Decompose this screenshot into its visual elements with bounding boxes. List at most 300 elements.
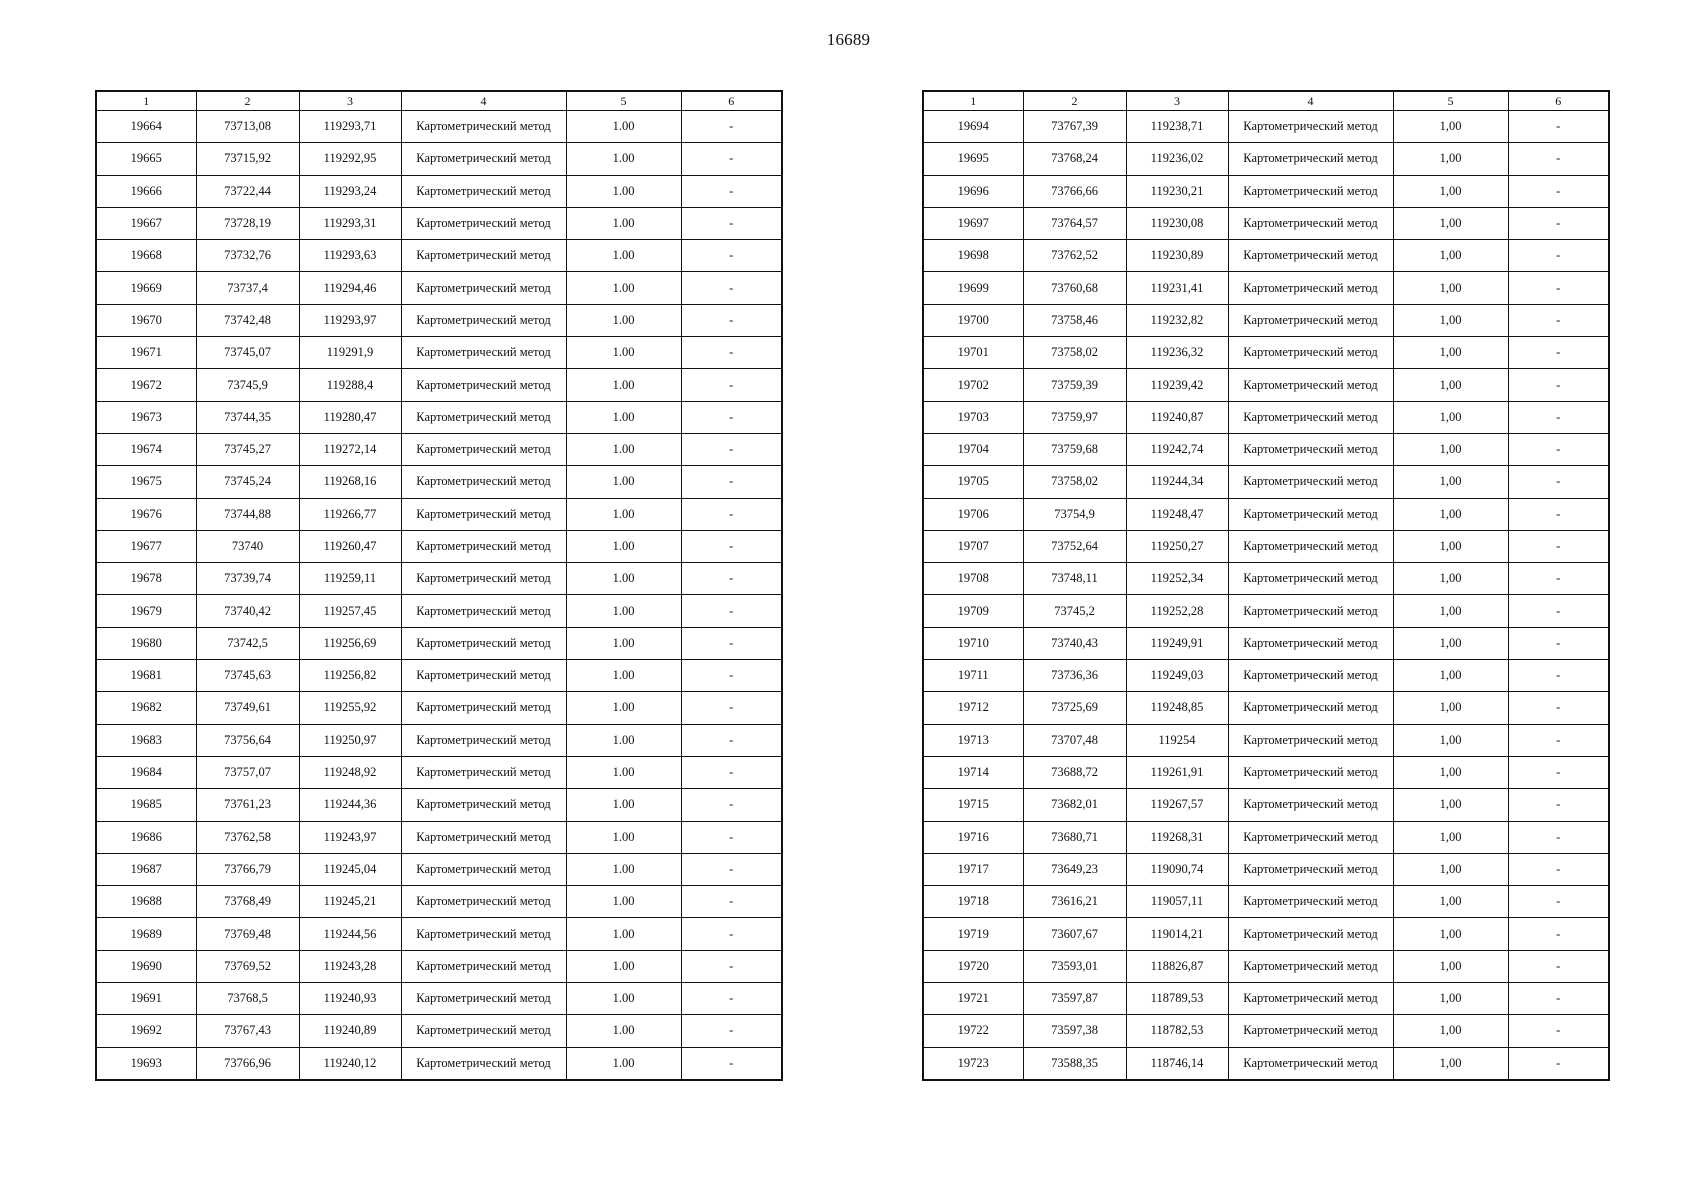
y-coordinate-cell: 119232,82	[1126, 304, 1228, 336]
x-coordinate-cell: 73737,4	[196, 272, 299, 304]
method-cell: Картометрический метод	[1228, 272, 1393, 304]
method-cell: Картометрический метод	[1228, 240, 1393, 272]
x-coordinate-cell: 73760,68	[1023, 272, 1126, 304]
x-coordinate-cell: 73745,07	[196, 337, 299, 369]
method-cell: Картометрический метод	[1228, 821, 1393, 853]
point-number-cell: 19705	[923, 466, 1023, 498]
x-coordinate-cell: 73758,46	[1023, 304, 1126, 336]
accuracy-cell: 1,00	[1393, 175, 1508, 207]
table-row	[96, 207, 782, 239]
point-number-cell: 19688	[96, 886, 196, 918]
y-coordinate-cell: 119268,16	[299, 466, 401, 498]
point-number-cell: 19680	[96, 627, 196, 659]
accuracy-cell: 1.00	[566, 789, 681, 821]
description-cell: -	[1508, 853, 1609, 885]
point-number-cell: 19720	[923, 950, 1023, 982]
method-cell: Картометрический метод	[1228, 886, 1393, 918]
accuracy-cell: 1,00	[1393, 1047, 1508, 1080]
table-header-row	[96, 91, 782, 111]
table-body	[96, 111, 782, 1080]
table-row	[96, 240, 782, 272]
point-number-cell: 19690	[96, 950, 196, 982]
point-number-cell: 19681	[96, 660, 196, 692]
description-cell: -	[681, 466, 782, 498]
method-cell: Картометрический метод	[1228, 1047, 1393, 1080]
x-coordinate-cell: 73748,11	[1023, 563, 1126, 595]
description-cell: -	[1508, 337, 1609, 369]
table-row	[96, 789, 782, 821]
table-row	[923, 466, 1609, 498]
x-coordinate-cell: 73616,21	[1023, 886, 1126, 918]
description-cell: -	[681, 111, 782, 143]
x-coordinate-cell: 73752,64	[1023, 530, 1126, 562]
description-cell: -	[681, 627, 782, 659]
x-coordinate-cell: 73707,48	[1023, 724, 1126, 756]
point-number-cell: 19682	[96, 692, 196, 724]
method-cell: Картометрический метод	[401, 756, 566, 788]
point-number-cell: 19677	[96, 530, 196, 562]
accuracy-cell: 1,00	[1393, 530, 1508, 562]
table-row	[923, 821, 1609, 853]
method-cell: Картометрический метод	[401, 692, 566, 724]
description-cell: -	[1508, 433, 1609, 465]
point-number-cell: 19710	[923, 627, 1023, 659]
point-number-cell: 19721	[923, 983, 1023, 1015]
accuracy-cell: 1.00	[566, 175, 681, 207]
x-coordinate-cell: 73593,01	[1023, 950, 1126, 982]
description-cell: -	[681, 692, 782, 724]
point-number-cell: 19699	[923, 272, 1023, 304]
accuracy-cell: 1.00	[566, 304, 681, 336]
x-coordinate-cell: 73607,67	[1023, 918, 1126, 950]
y-coordinate-cell: 119259,11	[299, 563, 401, 595]
table-row	[96, 983, 782, 1015]
point-number-cell: 19669	[96, 272, 196, 304]
point-number-cell: 19667	[96, 207, 196, 239]
method-cell: Картометрический метод	[1228, 595, 1393, 627]
point-number-cell: 19715	[923, 789, 1023, 821]
description-cell: -	[1508, 595, 1609, 627]
x-coordinate-cell: 73766,66	[1023, 175, 1126, 207]
method-cell: Картометрический метод	[401, 886, 566, 918]
table-row	[96, 498, 782, 530]
x-coordinate-cell: 73759,68	[1023, 433, 1126, 465]
description-cell: -	[1508, 369, 1609, 401]
x-coordinate-cell: 73728,19	[196, 207, 299, 239]
x-coordinate-cell: 73768,49	[196, 886, 299, 918]
y-coordinate-cell: 119261,91	[1126, 756, 1228, 788]
method-cell: Картометрический метод	[401, 1047, 566, 1080]
description-cell: -	[681, 724, 782, 756]
y-coordinate-cell: 118746,14	[1126, 1047, 1228, 1080]
method-cell: Картометрический метод	[401, 627, 566, 659]
x-coordinate-cell: 73682,01	[1023, 789, 1126, 821]
description-cell: -	[1508, 627, 1609, 659]
point-number-cell: 19696	[923, 175, 1023, 207]
point-number-cell: 19701	[923, 337, 1023, 369]
x-coordinate-cell: 73722,44	[196, 175, 299, 207]
column-header: 6	[681, 91, 782, 111]
accuracy-cell: 1.00	[566, 369, 681, 401]
x-coordinate-cell: 73742,48	[196, 304, 299, 336]
table-row	[923, 886, 1609, 918]
x-coordinate-cell: 73745,63	[196, 660, 299, 692]
description-cell: -	[681, 660, 782, 692]
method-cell: Картометрический метод	[1228, 304, 1393, 336]
method-cell: Картометрический метод	[401, 466, 566, 498]
x-coordinate-cell: 73758,02	[1023, 466, 1126, 498]
description-cell: -	[681, 530, 782, 562]
table-row	[96, 1015, 782, 1047]
accuracy-cell: 1.00	[566, 498, 681, 530]
table-row	[923, 111, 1609, 143]
description-cell: -	[681, 498, 782, 530]
y-coordinate-cell: 119293,97	[299, 304, 401, 336]
accuracy-cell: 1,00	[1393, 143, 1508, 175]
y-coordinate-cell: 119230,21	[1126, 175, 1228, 207]
point-number-cell: 19703	[923, 401, 1023, 433]
method-cell: Картометрический метод	[1228, 433, 1393, 465]
description-cell: -	[1508, 530, 1609, 562]
method-cell: Картометрический метод	[1228, 692, 1393, 724]
x-coordinate-cell: 73759,97	[1023, 401, 1126, 433]
point-number-cell: 19697	[923, 207, 1023, 239]
accuracy-cell: 1,00	[1393, 983, 1508, 1015]
point-number-cell: 19665	[96, 143, 196, 175]
y-coordinate-cell: 119238,71	[1126, 111, 1228, 143]
table-row	[923, 563, 1609, 595]
table-row	[96, 886, 782, 918]
point-number-cell: 19714	[923, 756, 1023, 788]
method-cell: Картометрический метод	[1228, 627, 1393, 659]
y-coordinate-cell: 119256,82	[299, 660, 401, 692]
y-coordinate-cell: 119252,28	[1126, 595, 1228, 627]
y-coordinate-cell: 119230,89	[1126, 240, 1228, 272]
accuracy-cell: 1,00	[1393, 111, 1508, 143]
y-coordinate-cell: 119272,14	[299, 433, 401, 465]
description-cell: -	[1508, 175, 1609, 207]
y-coordinate-cell: 119248,85	[1126, 692, 1228, 724]
accuracy-cell: 1,00	[1393, 789, 1508, 821]
y-coordinate-cell: 119243,97	[299, 821, 401, 853]
description-cell: -	[681, 853, 782, 885]
accuracy-cell: 1.00	[566, 337, 681, 369]
x-coordinate-cell: 73754,9	[1023, 498, 1126, 530]
accuracy-cell: 1.00	[566, 886, 681, 918]
method-cell: Картометрический метод	[401, 821, 566, 853]
y-coordinate-cell: 119293,63	[299, 240, 401, 272]
y-coordinate-cell: 119252,34	[1126, 563, 1228, 595]
method-cell: Картометрический метод	[1228, 756, 1393, 788]
point-number-cell: 19684	[96, 756, 196, 788]
table-row	[923, 660, 1609, 692]
accuracy-cell: 1,00	[1393, 950, 1508, 982]
y-coordinate-cell: 119293,31	[299, 207, 401, 239]
x-coordinate-cell: 73713,08	[196, 111, 299, 143]
method-cell: Картометрический метод	[401, 369, 566, 401]
point-number-cell: 19717	[923, 853, 1023, 885]
method-cell: Картометрический метод	[401, 175, 566, 207]
table-row	[96, 272, 782, 304]
table-row	[96, 918, 782, 950]
table-row	[923, 337, 1609, 369]
description-cell: -	[681, 918, 782, 950]
y-coordinate-cell: 119255,92	[299, 692, 401, 724]
method-cell: Картометрический метод	[1228, 337, 1393, 369]
y-coordinate-cell: 119254	[1126, 724, 1228, 756]
accuracy-cell: 1.00	[566, 143, 681, 175]
x-coordinate-cell: 73715,92	[196, 143, 299, 175]
table-row	[96, 337, 782, 369]
table-row	[96, 692, 782, 724]
table-row	[96, 950, 782, 982]
point-number-cell: 19722	[923, 1015, 1023, 1047]
method-cell: Картометрический метод	[401, 1015, 566, 1047]
accuracy-cell: 1,00	[1393, 563, 1508, 595]
x-coordinate-cell: 73745,24	[196, 466, 299, 498]
method-cell: Картометрический метод	[1228, 175, 1393, 207]
table-row	[96, 756, 782, 788]
point-number-cell: 19670	[96, 304, 196, 336]
accuracy-cell: 1.00	[566, 756, 681, 788]
table-row	[923, 692, 1609, 724]
column-header: 2	[1023, 91, 1126, 111]
x-coordinate-cell: 73725,69	[1023, 692, 1126, 724]
description-cell: -	[681, 304, 782, 336]
point-number-cell: 19666	[96, 175, 196, 207]
y-coordinate-cell: 119249,91	[1126, 627, 1228, 659]
y-coordinate-cell: 119288,4	[299, 369, 401, 401]
x-coordinate-cell: 73749,61	[196, 692, 299, 724]
description-cell: -	[681, 756, 782, 788]
table-row	[923, 143, 1609, 175]
point-number-cell: 19674	[96, 433, 196, 465]
y-coordinate-cell: 119243,28	[299, 950, 401, 982]
x-coordinate-cell: 73768,24	[1023, 143, 1126, 175]
accuracy-cell: 1.00	[566, 724, 681, 756]
method-cell: Картометрический метод	[1228, 563, 1393, 595]
accuracy-cell: 1.00	[566, 918, 681, 950]
accuracy-cell: 1.00	[566, 692, 681, 724]
method-cell: Картометрический метод	[1228, 983, 1393, 1015]
table-row	[923, 627, 1609, 659]
point-number-cell: 19673	[96, 401, 196, 433]
method-cell: Картометрический метод	[401, 660, 566, 692]
method-cell: Картометрический метод	[1228, 918, 1393, 950]
point-number-cell: 19671	[96, 337, 196, 369]
point-number-cell: 19676	[96, 498, 196, 530]
table-row	[96, 143, 782, 175]
x-coordinate-cell: 73745,9	[196, 369, 299, 401]
description-cell: -	[1508, 886, 1609, 918]
point-number-cell: 19719	[923, 918, 1023, 950]
point-number-cell: 19664	[96, 111, 196, 143]
column-header: 1	[96, 91, 196, 111]
table-row	[923, 789, 1609, 821]
x-coordinate-cell: 73744,35	[196, 401, 299, 433]
y-coordinate-cell: 119236,32	[1126, 337, 1228, 369]
accuracy-cell: 1.00	[566, 1047, 681, 1080]
table-row	[96, 660, 782, 692]
y-coordinate-cell: 119280,47	[299, 401, 401, 433]
description-cell: -	[1508, 401, 1609, 433]
accuracy-cell: 1.00	[566, 821, 681, 853]
point-number-cell: 19708	[923, 563, 1023, 595]
accuracy-cell: 1.00	[566, 433, 681, 465]
accuracy-cell: 1,00	[1393, 369, 1508, 401]
method-cell: Картометрический метод	[401, 595, 566, 627]
y-coordinate-cell: 119293,71	[299, 111, 401, 143]
x-coordinate-cell: 73762,52	[1023, 240, 1126, 272]
x-coordinate-cell: 73766,79	[196, 853, 299, 885]
y-coordinate-cell: 119240,87	[1126, 401, 1228, 433]
y-coordinate-cell: 119257,45	[299, 595, 401, 627]
accuracy-cell: 1.00	[566, 660, 681, 692]
point-number-cell: 19698	[923, 240, 1023, 272]
table-row	[96, 563, 782, 595]
point-number-cell: 19693	[96, 1047, 196, 1080]
description-cell: -	[1508, 821, 1609, 853]
y-coordinate-cell: 119244,34	[1126, 466, 1228, 498]
y-coordinate-cell: 119057,11	[1126, 886, 1228, 918]
description-cell: -	[1508, 756, 1609, 788]
y-coordinate-cell: 119236,02	[1126, 143, 1228, 175]
description-cell: -	[681, 337, 782, 369]
x-coordinate-cell: 73649,23	[1023, 853, 1126, 885]
x-coordinate-cell: 73768,5	[196, 983, 299, 1015]
y-coordinate-cell: 118826,87	[1126, 950, 1228, 982]
y-coordinate-cell: 119240,93	[299, 983, 401, 1015]
accuracy-cell: 1,00	[1393, 821, 1508, 853]
table-row	[923, 1015, 1609, 1047]
accuracy-cell: 1.00	[566, 207, 681, 239]
x-coordinate-cell: 73764,57	[1023, 207, 1126, 239]
accuracy-cell: 1,00	[1393, 337, 1508, 369]
x-coordinate-cell: 73761,23	[196, 789, 299, 821]
accuracy-cell: 1.00	[566, 627, 681, 659]
accuracy-cell: 1,00	[1393, 724, 1508, 756]
accuracy-cell: 1.00	[566, 950, 681, 982]
y-coordinate-cell: 119014,21	[1126, 918, 1228, 950]
point-number-cell: 19692	[96, 1015, 196, 1047]
description-cell: -	[681, 401, 782, 433]
method-cell: Картометрический метод	[1228, 498, 1393, 530]
table-row	[96, 304, 782, 336]
description-cell: -	[1508, 143, 1609, 175]
x-coordinate-cell: 73762,58	[196, 821, 299, 853]
table-row	[96, 401, 782, 433]
accuracy-cell: 1,00	[1393, 207, 1508, 239]
table-row	[923, 853, 1609, 885]
description-cell: -	[681, 821, 782, 853]
description-cell: -	[681, 983, 782, 1015]
y-coordinate-cell: 119293,24	[299, 175, 401, 207]
description-cell: -	[681, 240, 782, 272]
description-cell: -	[1508, 304, 1609, 336]
accuracy-cell: 1.00	[566, 1015, 681, 1047]
method-cell: Картометрический метод	[401, 111, 566, 143]
accuracy-cell: 1,00	[1393, 853, 1508, 885]
point-number-cell: 19668	[96, 240, 196, 272]
accuracy-cell: 1.00	[566, 595, 681, 627]
y-coordinate-cell: 119292,95	[299, 143, 401, 175]
point-number-cell: 19712	[923, 692, 1023, 724]
accuracy-cell: 1,00	[1393, 886, 1508, 918]
point-number-cell: 19723	[923, 1047, 1023, 1080]
point-number-cell: 19691	[96, 983, 196, 1015]
table-row	[96, 1047, 782, 1080]
table-row	[96, 724, 782, 756]
table-row	[96, 466, 782, 498]
method-cell: Картометрический метод	[401, 401, 566, 433]
x-coordinate-cell: 73759,39	[1023, 369, 1126, 401]
x-coordinate-cell: 73766,96	[196, 1047, 299, 1080]
accuracy-cell: 1,00	[1393, 595, 1508, 627]
description-cell: -	[681, 433, 782, 465]
table-row	[923, 240, 1609, 272]
point-number-cell: 19687	[96, 853, 196, 885]
accuracy-cell: 1.00	[566, 983, 681, 1015]
description-cell: -	[681, 886, 782, 918]
x-coordinate-cell: 73758,02	[1023, 337, 1126, 369]
y-coordinate-cell: 119240,12	[299, 1047, 401, 1080]
table-row	[96, 369, 782, 401]
y-coordinate-cell: 119250,97	[299, 724, 401, 756]
description-cell: -	[681, 1047, 782, 1080]
x-coordinate-cell: 73597,38	[1023, 1015, 1126, 1047]
x-coordinate-cell: 73757,07	[196, 756, 299, 788]
point-number-cell: 19718	[923, 886, 1023, 918]
point-number-cell: 19711	[923, 660, 1023, 692]
table-row	[923, 272, 1609, 304]
accuracy-cell: 1,00	[1393, 692, 1508, 724]
y-coordinate-cell: 119248,92	[299, 756, 401, 788]
method-cell: Картометрический метод	[401, 498, 566, 530]
x-coordinate-cell: 73740	[196, 530, 299, 562]
column-header: 2	[196, 91, 299, 111]
point-number-cell: 19700	[923, 304, 1023, 336]
table-row	[96, 175, 782, 207]
description-cell: -	[681, 143, 782, 175]
method-cell: Картометрический метод	[1228, 111, 1393, 143]
accuracy-cell: 1,00	[1393, 304, 1508, 336]
point-number-cell: 19683	[96, 724, 196, 756]
point-number-cell: 19709	[923, 595, 1023, 627]
method-cell: Картометрический метод	[1228, 853, 1393, 885]
y-coordinate-cell: 119267,57	[1126, 789, 1228, 821]
x-coordinate-cell: 73740,43	[1023, 627, 1126, 659]
column-header: 3	[1126, 91, 1228, 111]
point-number-cell: 19689	[96, 918, 196, 950]
y-coordinate-cell: 119230,08	[1126, 207, 1228, 239]
y-coordinate-cell: 119248,47	[1126, 498, 1228, 530]
x-coordinate-cell: 73739,74	[196, 563, 299, 595]
table-row	[923, 595, 1609, 627]
point-number-cell: 19679	[96, 595, 196, 627]
method-cell: Картометрический метод	[1228, 530, 1393, 562]
x-coordinate-cell: 73769,52	[196, 950, 299, 982]
table-row	[923, 433, 1609, 465]
accuracy-cell: 1.00	[566, 563, 681, 595]
description-cell: -	[1508, 950, 1609, 982]
x-coordinate-cell: 73745,27	[196, 433, 299, 465]
table-row	[923, 756, 1609, 788]
accuracy-cell: 1,00	[1393, 660, 1508, 692]
table-row	[923, 983, 1609, 1015]
x-coordinate-cell: 73688,72	[1023, 756, 1126, 788]
description-cell: -	[681, 563, 782, 595]
description-cell: -	[1508, 240, 1609, 272]
